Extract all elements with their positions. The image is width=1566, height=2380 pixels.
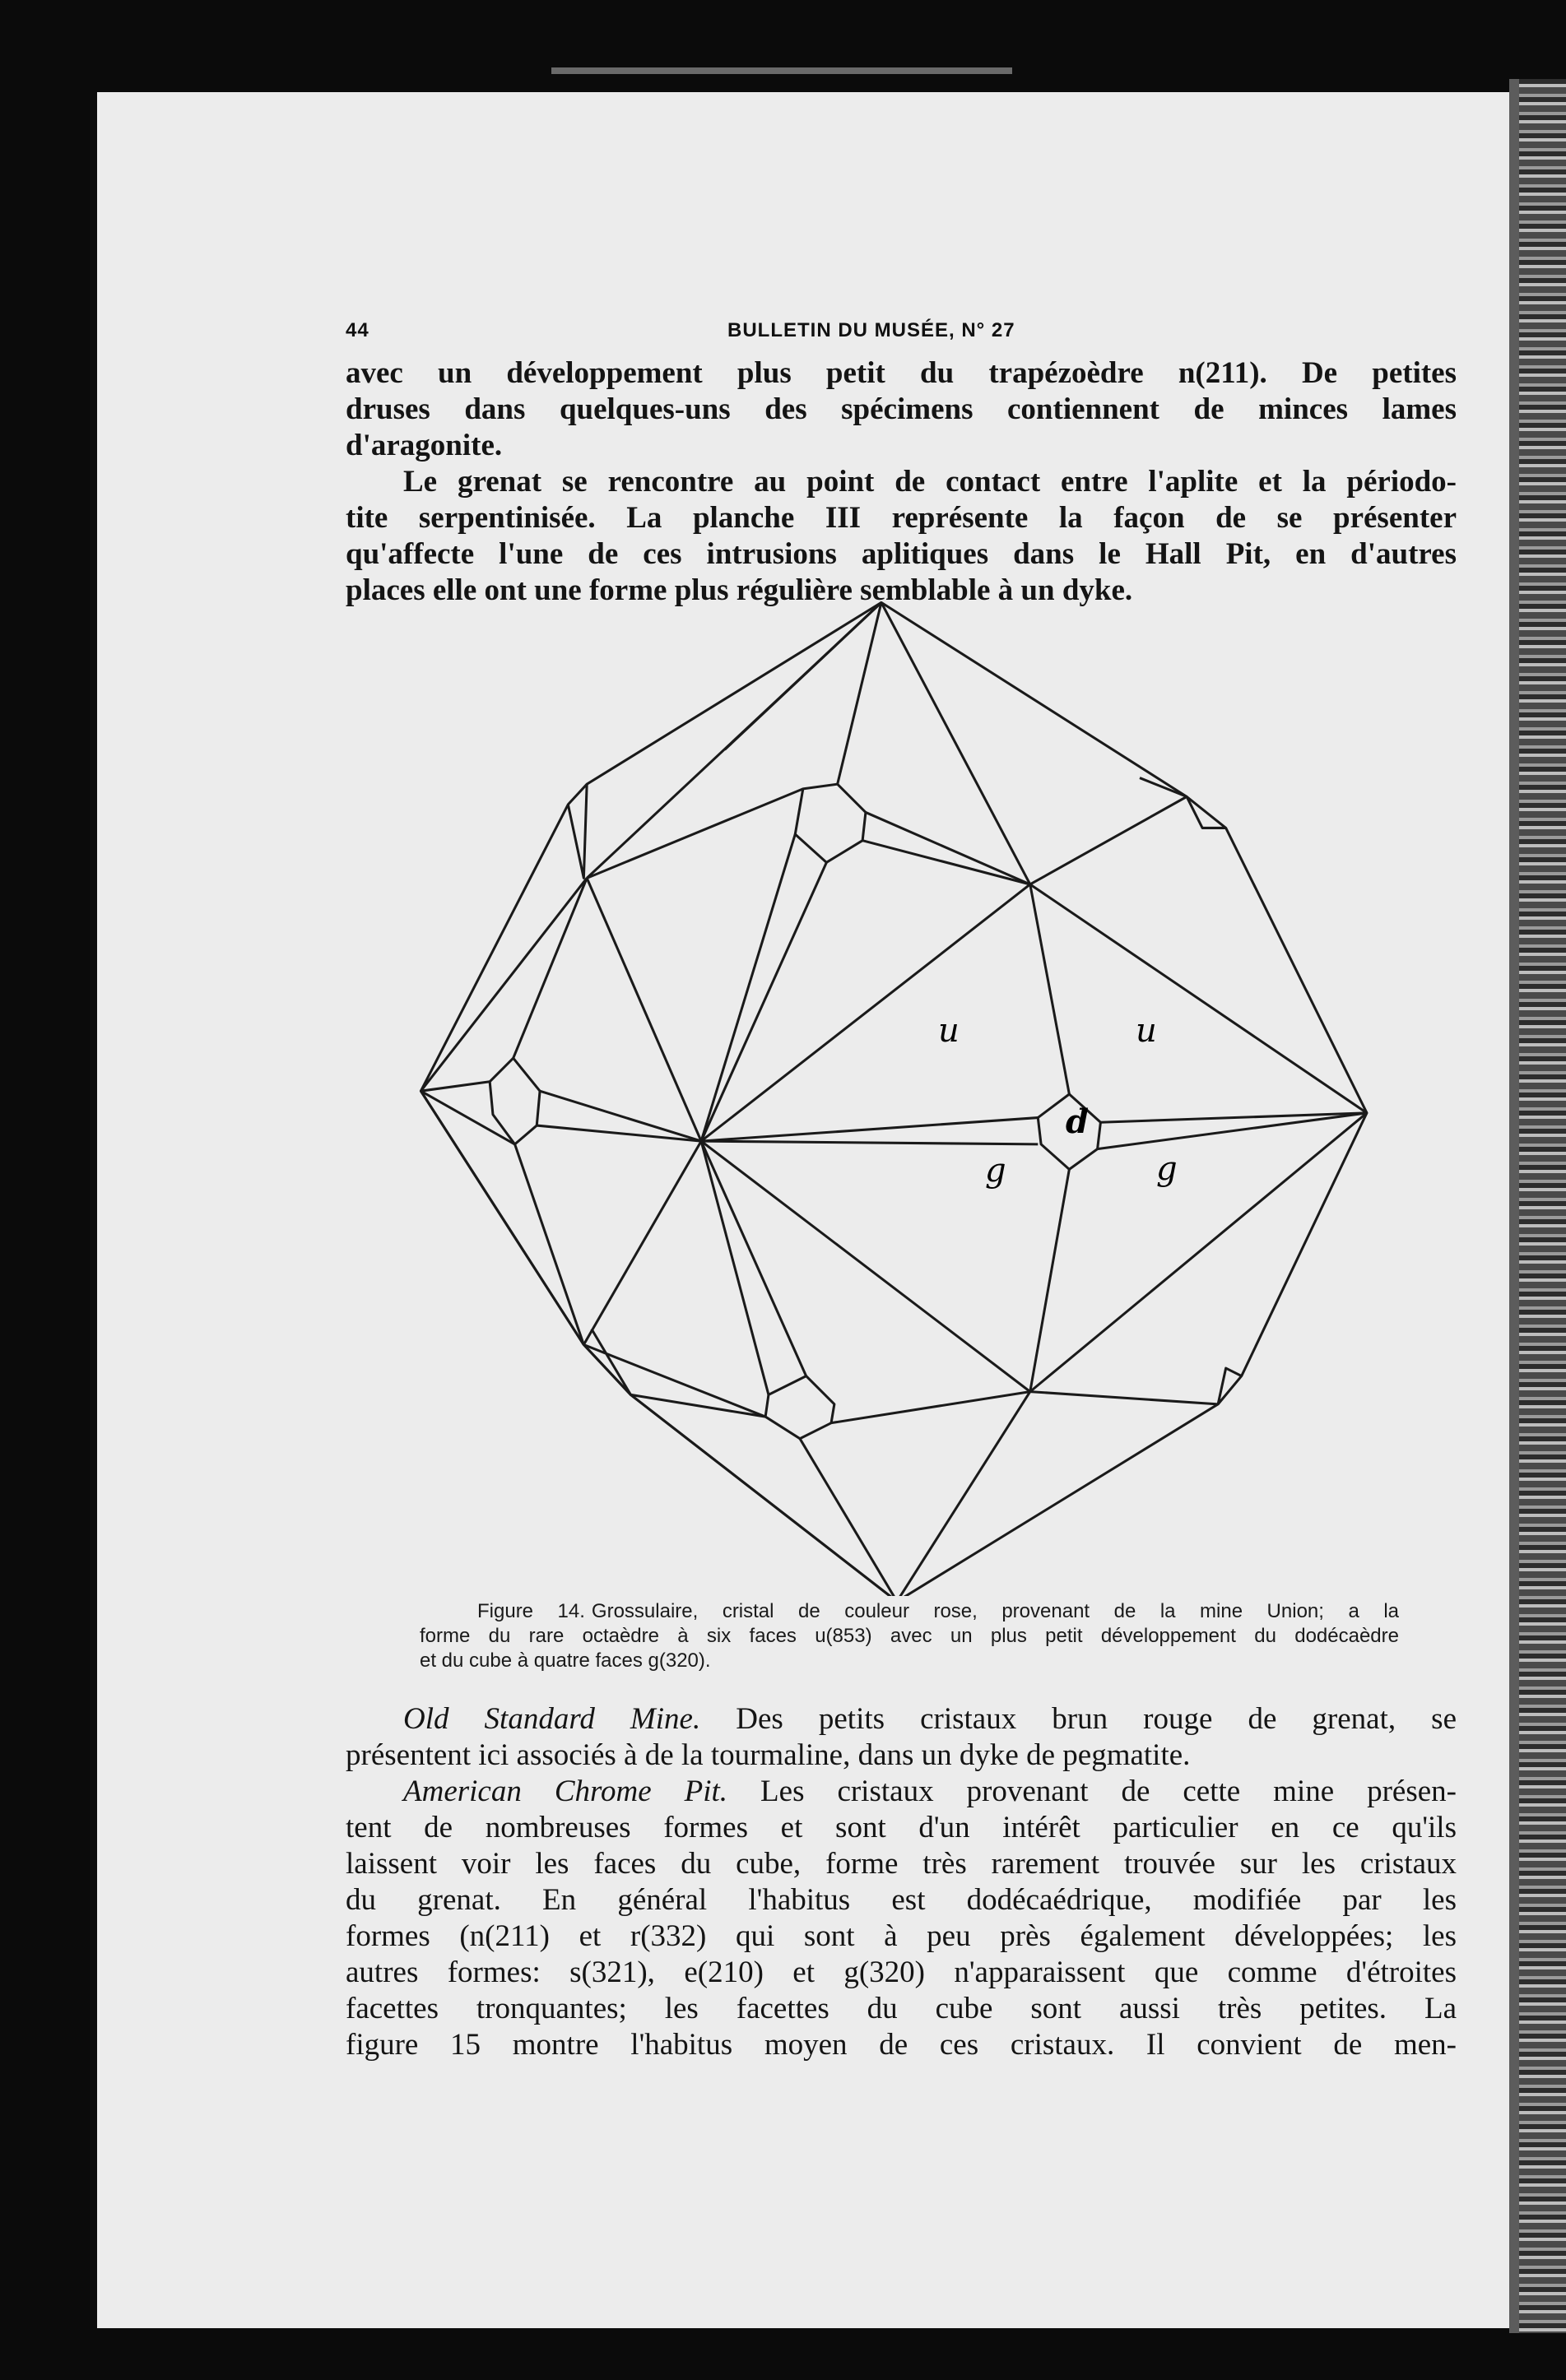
label-g-left: g: [985, 1152, 1006, 1190]
text-line: présentent ici associés à de la tourmaline, dans un dyke de pegmatite.: [346, 1738, 1191, 1772]
caption-line: et du cube à quatre faces g(320).: [420, 1649, 711, 1672]
figure-caption: [420, 1599, 1399, 1673]
text-line: [346, 1701, 1457, 1737]
text-line: tent de nombreuses formes et sont d'un intérêt particulier en ce qu'ils: [346, 1811, 1457, 1844]
section-heading-american-chrome: American Chrome Pit.: [403, 1775, 728, 1808]
caption-text: Grossulaire, cristal de couleur rose, provenant de la mine Union; a la: [591, 1600, 1400, 1622]
scan-right-edge: [1509, 79, 1519, 2333]
text-run: Les cristaux provenant de cette mine présen-: [760, 1775, 1457, 1808]
text-line: formes (n(211) et r(332) qui sont à peu près également développées; les: [346, 1919, 1457, 1953]
scan-edge-stripes: [1519, 79, 1566, 2333]
text-line: facettes tronquantes; les facettes du cube sont aussi très petites. La: [346, 1992, 1457, 2025]
text-line: [346, 1774, 1457, 1810]
text-line: Le grenat se rencontre au point de contact entre l'aplite et la périodo-: [403, 465, 1457, 499]
caption-line: forme du rare octaèdre à six faces u(853) avec un plus petit développement du dodécaèdre: [420, 1625, 1399, 1647]
top-paragraphs: [346, 355, 1457, 609]
cube-facet-left: [490, 1058, 540, 1144]
journal-title: BULLETIN DU MUSÉE, N° 27: [727, 319, 1015, 341]
text-line: places elle ont une forme plus régulière semblable à un dyke.: [346, 573, 1133, 607]
text-line: tite serpentinisée. La planche III représente la façon de se présenter: [346, 501, 1457, 535]
running-head: [346, 319, 1457, 352]
scan-top-edge: [551, 67, 1012, 74]
section-heading-old-standard: Old Standard Mine.: [403, 1702, 701, 1736]
crystal-figure: [411, 592, 1382, 1596]
text-line: d'aragonite.: [346, 429, 503, 462]
text-line: autres formes: s(321), e(210) et g(320) n'apparaissent que comme d'étroites: [346, 1955, 1457, 1989]
cube-facet-bottom: [765, 1376, 834, 1439]
text-line: figure 15 montre l'habitus moyen de ces cristaux. Il convient de men-: [346, 2028, 1457, 2062]
caption-label: Figure 14.: [477, 1600, 585, 1622]
text-line: du grenat. En général l'habitus est dodécaédrique, modifiée par les: [346, 1883, 1457, 1917]
page-number: 44: [346, 319, 369, 341]
edge-facet-lower-left: [583, 1329, 630, 1394]
cube-facet-top: [795, 784, 866, 862]
text-run: Des petits cristaux brun rouge de grenat, se: [736, 1702, 1457, 1736]
edge-facet-upper-right: [1140, 778, 1226, 828]
label-u-left: u: [938, 1012, 960, 1050]
label-g-right: g: [1156, 1150, 1178, 1188]
caption-line: [420, 1599, 1399, 1624]
bottom-paragraphs: [346, 1701, 1457, 2063]
label-d: d: [1066, 1102, 1089, 1141]
crystal-drawing: [411, 592, 1382, 1596]
text-line: avec un développement plus petit du trapézoèdre n(211). De petites: [346, 356, 1457, 390]
text-line: qu'affecte l'une de ces intrusions aplitiques dans le Hall Pit, en d'autres: [346, 537, 1457, 571]
text-line: laissent voir les faces du cube, forme très rarement trouvée sur les cristaux: [346, 1847, 1457, 1881]
edge-facet-upper-left: [568, 784, 587, 878]
text-line: druses dans quelques-uns des spécimens contiennent de minces lames: [346, 392, 1457, 426]
label-u-right: u: [1136, 1012, 1157, 1050]
